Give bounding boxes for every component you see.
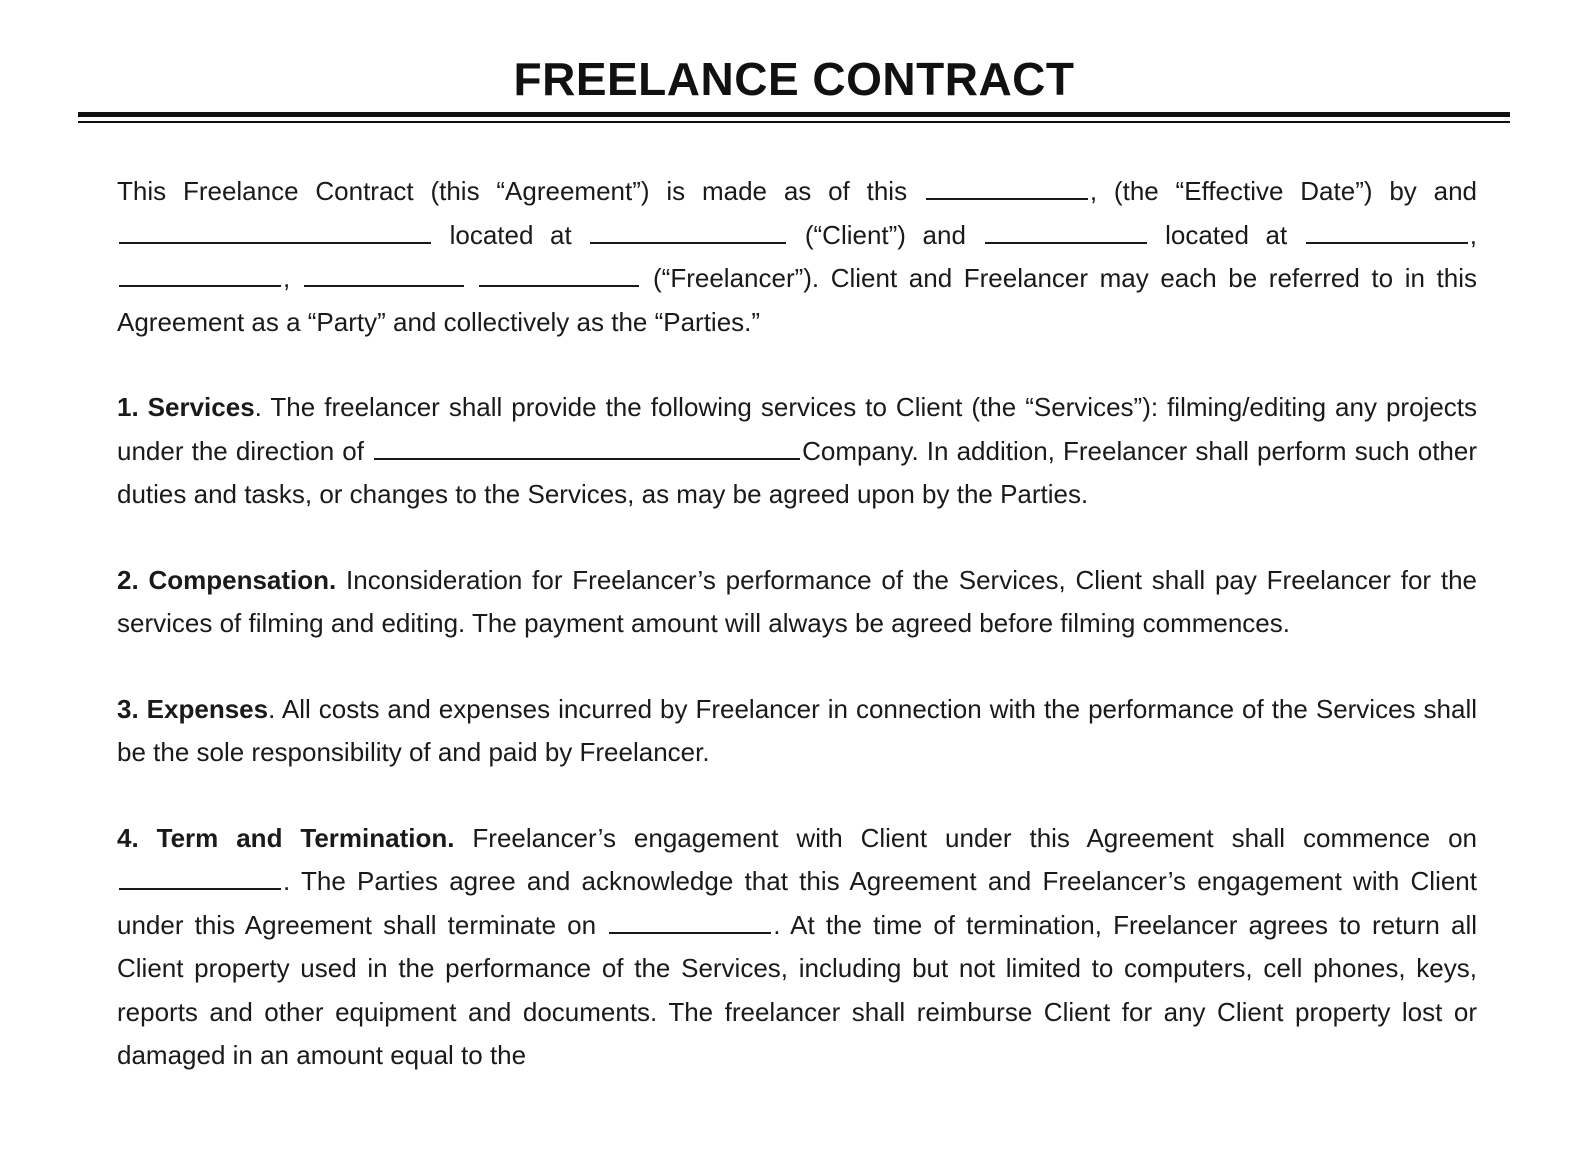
freelancer-name-blank[interactable] <box>985 216 1147 244</box>
client-name-blank[interactable] <box>119 216 431 244</box>
title-divider-thin <box>78 121 1510 123</box>
intro-text: located at <box>1148 219 1304 250</box>
freelancer-zip-blank[interactable] <box>479 259 639 287</box>
document-title: FREELANCE CONTRACT <box>513 53 1075 105</box>
freelancer-address-blank[interactable] <box>1306 216 1468 244</box>
section-text: . All costs and expenses incurred by Freelancer in connection with the performance of the Services shall be the sole responsibility of and paid by Freelancer. <box>117 693 1478 767</box>
freelancer-city-blank[interactable] <box>119 259 281 287</box>
section-heading: 2. Compensation. <box>117 564 337 595</box>
intro-paragraph <box>117 170 1477 344</box>
intro-text: (“Freelancer”). Client and Freelancer may each be referred to in this Agreement as a “Party” and collectively as the “Parties.” <box>117 263 1477 337</box>
section-text: . The Parties agree and acknowledge that this Agreement and Freelancer’s engagement with Client under this Agreement shall terminate on <box>117 866 1477 940</box>
section-heading: 3. Expenses <box>117 693 269 724</box>
intro-text: , (the “Effective Date”) by and <box>1089 176 1477 206</box>
section-heading: 1. Services <box>117 392 255 422</box>
intro-text: (“Client”) and <box>788 219 983 250</box>
section-text: Inconsideration for Freelancer’s performance of the Services, Client shall pay Freelancer for the services of filming and editing. The payment amount will always be agreed before filming commences. <box>117 564 1477 638</box>
intro-text: , <box>1469 219 1477 250</box>
section-text: . At the time of termination, Freelancer agrees to return all Client property used in the performance of the Services, including but not limited to computers, cell phones, keys, reports and other equipment and documents. The freelancer shall reimburse Client for any Client property lost or damaged in an amount equal to the <box>117 909 1478 1070</box>
section-compensation <box>117 559 1477 646</box>
freelancer-state-blank[interactable] <box>304 259 464 287</box>
section-heading: 4. Term and Termination. <box>117 822 455 853</box>
section-text: . The freelancer shall provide the following services to Client (the “Services”): filming/editing any projects under the direction of <box>117 392 1478 466</box>
intro-text: , <box>283 263 302 293</box>
intro-text: This Freelance Contract (this “Agreement”) is made as of this <box>117 176 924 206</box>
section-expenses <box>117 688 1477 775</box>
section-text: Freelancer’s engagement with Client under this Agreement shall commence on <box>454 822 1478 853</box>
intro-text <box>466 263 478 293</box>
title-divider-thick <box>78 112 1510 117</box>
section-term-termination <box>117 817 1477 1078</box>
section-text: Company. In addition, Freelancer shall perform such other duties and tasks, or changes to the Services, as may be agreed upon by the Parties. <box>117 435 1478 509</box>
section-services <box>117 386 1477 517</box>
intro-text: located at <box>433 219 589 250</box>
effective-date-blank[interactable] <box>926 172 1088 200</box>
contract-body <box>117 170 1477 1120</box>
commence-date-blank[interactable] <box>119 862 281 890</box>
company-name-blank[interactable] <box>374 432 800 460</box>
client-address-blank[interactable] <box>590 216 786 244</box>
terminate-date-blank[interactable] <box>609 906 771 934</box>
